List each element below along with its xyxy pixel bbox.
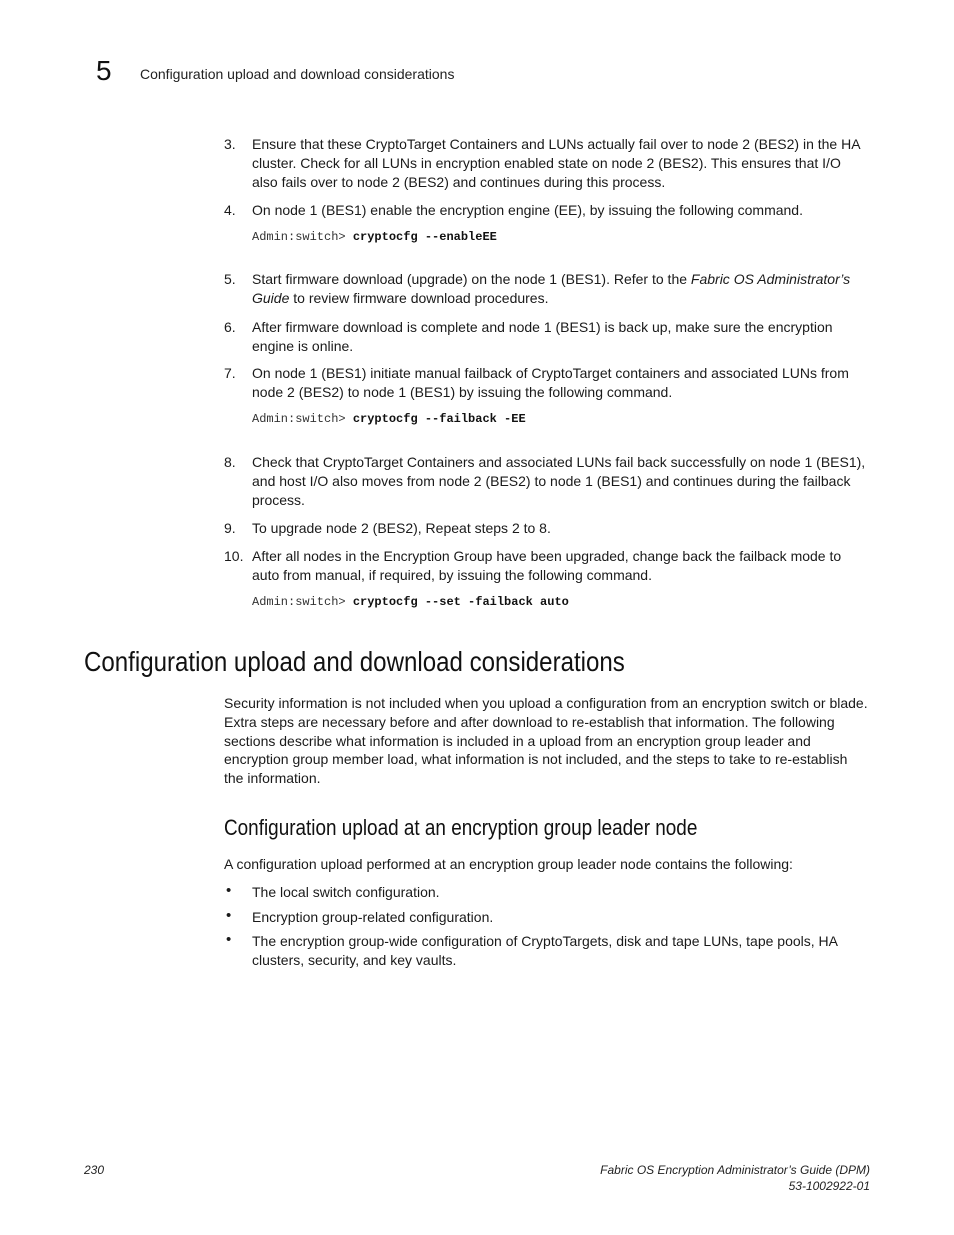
step-item [224,453,870,509]
step-item [224,364,870,402]
step-number: 9. [224,520,236,536]
bullet-item [224,883,870,902]
command-example [252,411,526,427]
step-number: 7. [224,365,236,381]
command-prompt: Admin:switch> [252,230,353,244]
step-item [224,519,870,538]
step-number: 3. [224,136,236,152]
step-number: 5. [224,271,236,287]
step-text: On node 1 (BES1) enable the encryption engine (EE), by issuing the following command. [252,202,803,218]
step-text: After firmware download is complete and node 1 (BES1) is back up, make sure the encryption engine is online. [252,319,833,354]
step-text: To upgrade node 2 (BES2), Repeat steps 2 to 8. [252,520,551,536]
bullet-text: The local switch configuration. [252,884,440,900]
step-text: On node 1 (BES1) initiate manual failback of CryptoTarget containers and associated LUNs from node 2 (BES2) to node 1 (BES1) by issuing the following command. [252,365,849,400]
command-text: cryptocfg --enableEE [352,230,497,244]
bullet-icon: • [226,882,232,899]
step-text-after: to review firmware download procedures. [289,289,549,306]
running-header-title: Configuration upload and download considerations [140,66,455,82]
step-item [224,547,870,585]
step-item [224,135,870,191]
guide-reference: Fabric OS Administrator’s Guide [252,271,851,306]
bullet-text: The encryption group-wide configuration of CryptoTargets, disk and tape LUNs, tape pools, HA clusters, security, and key vaults. [252,933,838,968]
step-text: Check that CryptoTarget Containers and associated LUNs fail back successfully on node 1 (BES1), and host I/O also moves from node 2 (BES2) to node 1 (BES1) and continues during the failback process. [252,454,866,508]
bullet-item [224,932,870,970]
footer-guide-title: Fabric OS Encryption Administrator’s Guide (DPM) [600,1163,870,1177]
bullet-icon: • [226,907,232,924]
step-number: 10. [224,548,244,564]
command-prompt: Admin:switch> [252,595,353,609]
command-example [252,229,497,245]
step-text-before: Start firmware download (upgrade) on the node 1 (BES1). Refer to the [252,271,691,287]
subsection-intro-paragraph: A configuration upload performed at an encryption group leader node contains the following: [224,856,793,872]
step-text: Ensure that these CryptoTarget Containers and LUNs actually fail over to node 2 (BES2) in the HA cluster. Check for all LUNs in encryption enabled state on node 2 (BES2). This ensures that I/O also fails over to node 2 (BES2) and continues during this process. [252,136,860,190]
command-example [252,594,569,610]
bullet-text: Encryption group-related configuration. [252,909,494,925]
step-item [224,201,870,220]
section-intro-paragraph: Security information is not included when you upload a configuration from an encryption switch or blade. Extra steps are necessary before and after download to re-establish that information. The following sections describe what information is included in a upload from an encryption group leader and encryption group member load, what information is not included, and the steps to take to re-establish the information. [224,695,868,787]
step-number: 4. [224,202,236,218]
footer-document-number: 53-1002922-01 [788,1179,870,1193]
step-number: 8. [224,454,236,470]
step-text [252,270,870,308]
section-heading: Configuration upload and download considerations [84,646,625,677]
command-prompt: Admin:switch> [252,412,353,426]
bullet-item [224,908,870,927]
step-item [224,270,870,308]
page-number: 230 [84,1163,105,1177]
command-text: cryptocfg --set -failback auto [352,595,569,609]
step-number: 6. [224,319,236,335]
step-text: After all nodes in the Encryption Group have been upgraded, change back the failback mode to auto from manual, if required, by issuing the following command. [252,548,842,583]
step-item [224,318,870,356]
command-text: cryptocfg --failback -EE [352,412,526,426]
footer-document-info [600,1162,870,1194]
subsection-heading: Configuration upload at an encryption group leader node [224,815,698,840]
bullet-icon: • [226,931,232,948]
chapter-number: 5 [96,55,112,86]
